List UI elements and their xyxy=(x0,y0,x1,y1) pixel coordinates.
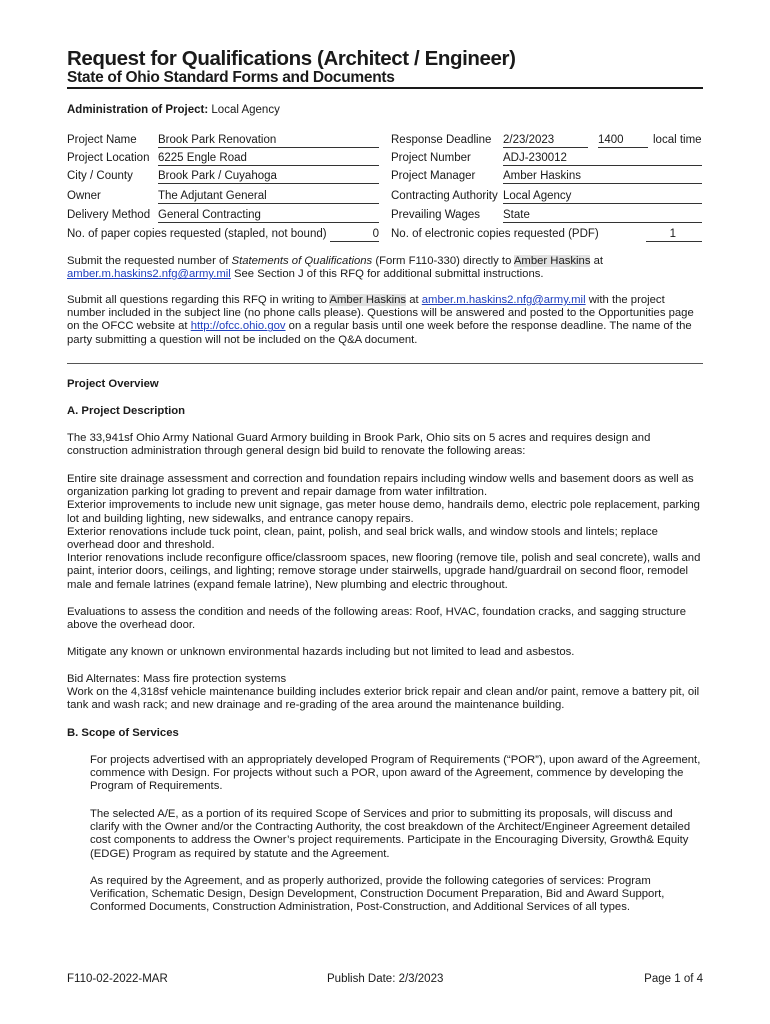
ofcc-website-link[interactable]: http://ofcc.ohio.gov xyxy=(190,320,286,333)
questions-instructions xyxy=(67,294,703,347)
response-deadline-date-field: 2/23/2023 xyxy=(503,134,588,148)
footer-publish-date: Publish Date: 2/3/2023 xyxy=(327,973,444,985)
maintenance-building-line: Work on the 4,318sf vehicle maintenance building includes exterior brick repair and clean and/or paint, remove a battery pit, oil tank and wash rack; and new drainage and re-grading of the area around the maintenance building. xyxy=(67,686,700,712)
description-evaluations: Evaluations to assess the condition and needs of the following areas: Roof, HVAC, foundation cracks, and sagging structure above the overhead door. xyxy=(67,606,686,632)
contact-email-link[interactable]: amber.m.haskins2.nfg@army.mil xyxy=(421,294,586,306)
paper-copies-field: 0 xyxy=(330,228,379,242)
project-name-label: Project Name xyxy=(67,134,137,146)
paper-copies-label: No. of paper copies requested (stapled, not bound) xyxy=(67,228,327,240)
electronic-copies-label: No. of electronic copies requested (PDF) xyxy=(391,228,599,240)
questions-text: at xyxy=(406,294,422,306)
statements-of-qualifications: Statements of Qualifications xyxy=(231,255,373,267)
prevailing-wages-field: State xyxy=(503,209,702,223)
owner-field: The Adjutant General xyxy=(158,190,379,204)
submittal-text: (Form F110-330) directly to xyxy=(372,255,514,267)
owner-label: Owner xyxy=(67,190,101,202)
submittal-text: Submit the requested number of xyxy=(67,255,232,267)
project-number-label: Project Number xyxy=(391,152,471,164)
project-location-label: Project Location xyxy=(67,152,150,164)
header-divider xyxy=(67,87,703,89)
contact-name: Amber Haskins xyxy=(513,255,591,267)
project-number-field: ADJ-230012 xyxy=(503,152,702,166)
section-b-heading: B. Scope of Services xyxy=(67,727,179,739)
project-location-field: 6225 Engle Road xyxy=(158,152,379,166)
questions-text: with the project number included in the subject line (no phone calls please). Questions will be answered and posted to the Opportunities page on the OFCC website at xyxy=(67,294,694,333)
scope-item-exterior-improvements: Exterior improvements to include new unit signage, gas meter house demo, handrails demo, electric pole replacement, parking lot and building lighting, new sidewalks, and entrance canopy repairs. xyxy=(67,499,700,525)
submittal-text: at xyxy=(590,255,604,267)
submittal-instructions xyxy=(67,255,703,281)
submittal-text: See Section J of this RFQ for additional submittal instructions. xyxy=(230,268,544,281)
scope-item-interior-renovations: Interior renovations include reconfigure office/classroom spaces, new flooring (remove tile, polish and seal concrete), walls and paint, interior doors, ceilings, and lighting; remove storage under stairwells, upgrade hand/guardrail on second floor, remodel male and female latrines (expand female latrine), New plumbing and electric throughout. xyxy=(67,552,701,591)
document-title: Request for Qualifications (Architect / Engineer) xyxy=(67,47,516,70)
administration-value: Local Agency xyxy=(211,104,280,116)
project-manager-field: Amber Haskins xyxy=(503,170,702,184)
scope-paragraph-3: As required by the Agreement, and as properly authorized, provide the following categories of services: Program Verification, Schematic Design, Design Development, Construction Document Preparation, Bid and Award Support, Conformed Documents, Construction Administration, Post-Construction, and Additional Services of all types. xyxy=(90,875,665,914)
scope-item-exterior-renovations: Exterior renovations include tuck point, clean, paint, polish, and seal brick walls, and window stools and lintels; replace overhead door and threshold. xyxy=(67,525,658,552)
contracting-authority-field: Local Agency xyxy=(503,190,702,204)
local-time-label: local time xyxy=(653,134,702,146)
response-deadline-time-field: 1400 xyxy=(598,134,648,148)
administration-line xyxy=(67,104,280,116)
questions-text: on a regular basis until one week before the response deadline. The name of the party submitting a question will not be included on the Q&A document. xyxy=(67,320,692,346)
description-scope-list xyxy=(67,473,703,592)
response-deadline-label: Response Deadline xyxy=(391,134,492,146)
bid-alternates-line: Bid Alternates: Mass fire protection systems xyxy=(67,673,287,685)
footer-form-code: F110-02-2022-MAR xyxy=(67,973,168,985)
description-intro: The 33,941sf Ohio Army National Guard Armory building in Brook Park, Ohio sits on 5 acres and requires design and construction administration through general design bid build to renovate the following areas: xyxy=(67,432,651,458)
city-county-field: Brook Park / Cuyahoga xyxy=(158,170,379,184)
scope-item-drainage: Entire site drainage assessment and correction and foundation repairs including window wells and basement doors as well as organization parking lot grading to prevent and repair damage from water infiltration. xyxy=(67,473,694,499)
project-name-field: Brook Park Renovation xyxy=(158,134,379,148)
delivery-method-field: General Contracting xyxy=(158,209,379,223)
section-a-heading: A. Project Description xyxy=(67,405,186,417)
city-county-label: City / County xyxy=(67,170,133,182)
description-bid-alternates xyxy=(67,673,703,713)
project-manager-label: Project Manager xyxy=(391,170,476,182)
delivery-method-label: Delivery Method xyxy=(67,209,151,221)
questions-text: Submit all questions regarding this RFQ in writing to xyxy=(67,294,330,306)
description-mitigation: Mitigate any known or unknown environmental hazards including but not limited to lead and asbestos. xyxy=(67,646,575,658)
contact-name: Amber Haskins xyxy=(329,294,407,306)
administration-label: Administration of Project: xyxy=(67,104,209,116)
section-divider xyxy=(67,363,703,364)
electronic-copies-field: 1 xyxy=(646,228,702,242)
scope-paragraph-1: For projects advertised with an appropriately developed Program of Requirements (“POR”), upon award of the Agreement, commence with Design. For projects without such a POR, upon award of the Agreement, commence by developing the Program of Requirements. xyxy=(90,754,701,793)
scope-paragraph-2: The selected A/E, as a portion of its required Scope of Services and prior to submitting its proposals, will discuss and clarify with the Owner and/or the Contracting Authority, the cost breakdown of the Architect/Engineer Agreement detailed cost components to address the Owner’s project requirements. Participate in the Encouraging Diversity, Growth& Equity (EDGE) Program as required by statute and the Agreement. xyxy=(90,808,691,860)
footer-page-number: Page 1 of 4 xyxy=(644,973,703,985)
contracting-authority-label: Contracting Authority xyxy=(391,190,498,202)
document-subtitle: State of Ohio Standard Forms and Documents xyxy=(67,69,395,86)
project-overview-heading: Project Overview xyxy=(67,378,159,390)
contact-email-link[interactable]: amber.m.haskins2.nfg@army.mil xyxy=(67,268,231,281)
prevailing-wages-label: Prevailing Wages xyxy=(391,209,481,221)
